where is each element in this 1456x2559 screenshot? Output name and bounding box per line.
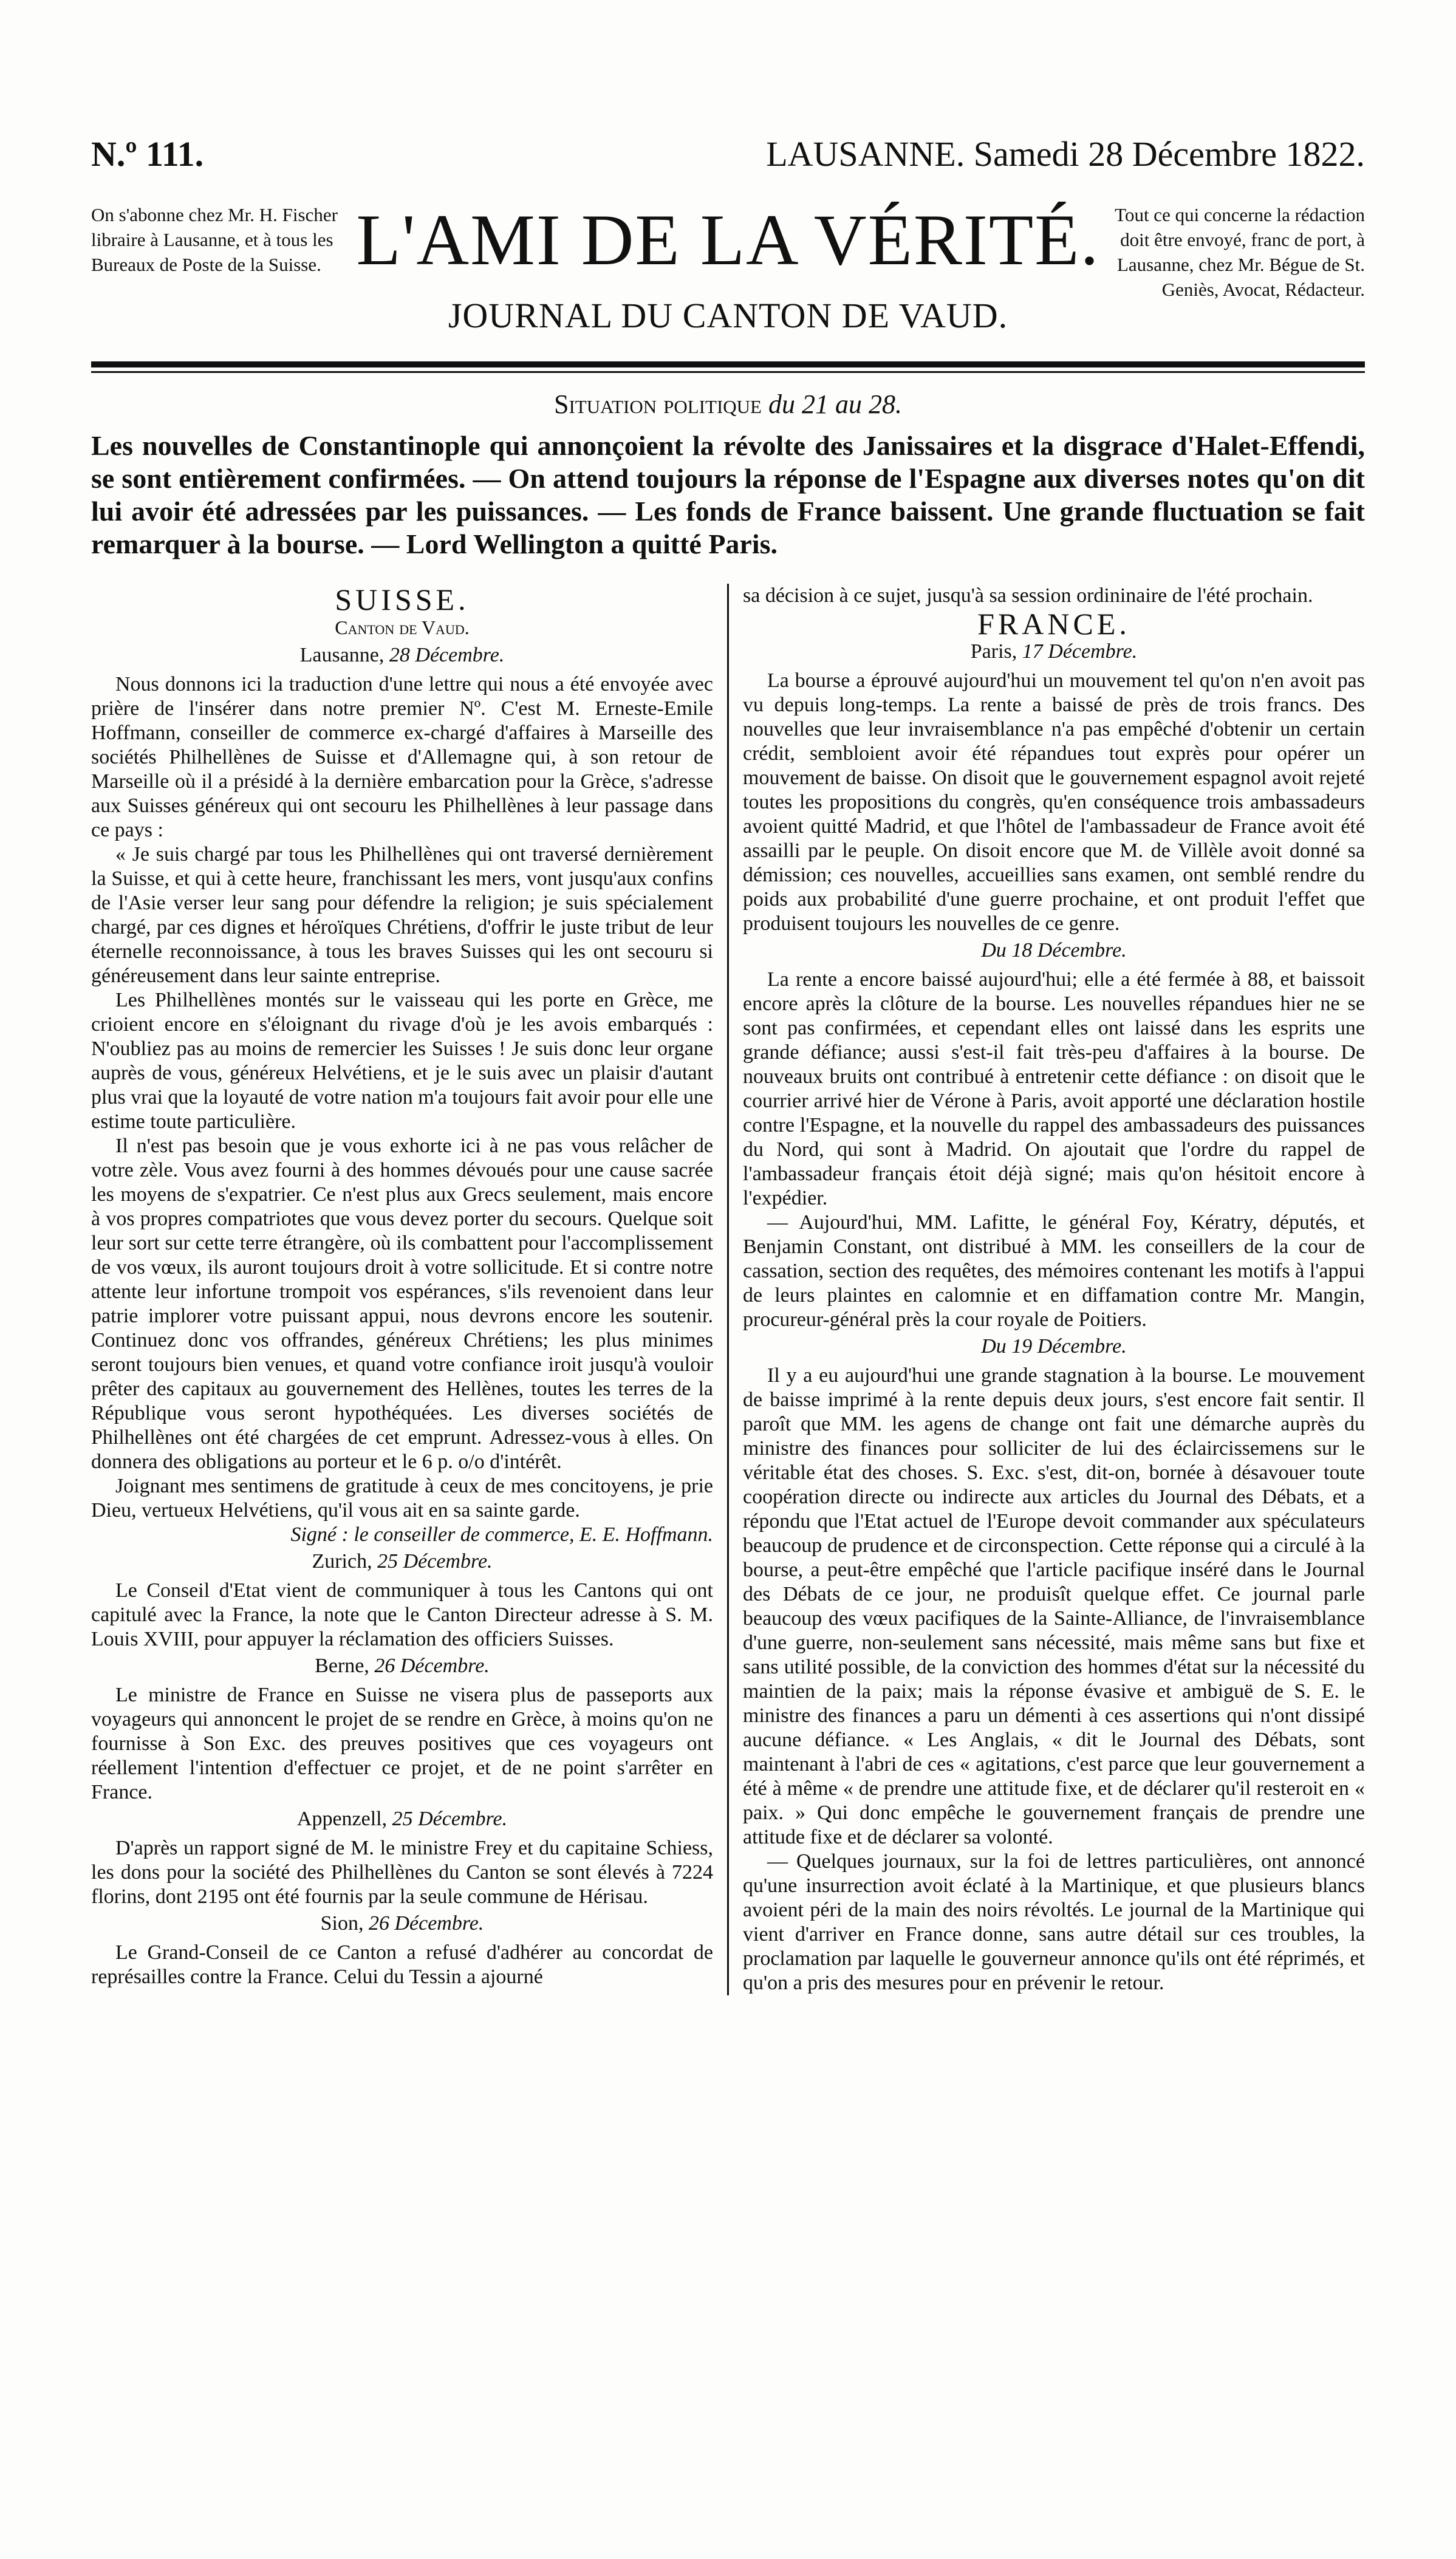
dateline-appenzell [91,1807,713,1831]
dateline-zurich [91,1549,713,1574]
masthead-center [352,199,1104,337]
article-paragraph: — Aujourd'hui, MM. Lafitte, le général Foy, Kératry, députés, et Benjamin Constant, ont distribué à MM. les conseillers de la cour de cassation, section des requêtes, des mémoires contenant les motifs à l'appui de leurs plaintes en calomnie et en diffamation contre Mr. Mangin, procureur-général près la cour royale de Poitiers. [743,1211,1365,1331]
dateline-lausanne [91,643,713,668]
dateline-place: Appenzell, [296,1808,388,1830]
article-paragraph: La bourse a éprouvé aujourd'hui un mouvement tel qu'on n'en avoit pas vu depuis long-temps. La rente a baissé de près de trois francs. Des nouvelles que leur invraisemblance n'a pas empêché d'obtenir un certain crédit, sembloient avoir été répandues tout exprès pour opérer un mouvement de baisse. On disoit que le gouvernement espagnol avoit rejeté toutes les propositions du congrès, qu'en conséquence trois ambassadeurs avoient quitté Madrid, et que l'hôtel de l'ambassadeur de France avoit été assailli par le peuple. On disoit encore que M. de Villèle avoit donné sa démission; ces nouvelles, accueillies sans examen, ont semblé rendre du poids aux probabilité d'une guerre prochaine, et ont produit l'effet que produisent toujours les nouvelles de ce genre. [743,669,1365,935]
article-paragraph: Le Conseil d'Etat vient de communiquer à tous les Cantons qui ont capitulé avec la France, la note que le Canton Directeur adresse à S. M. Louis XVIII, pour appuyer la réclamation des officiers Suisses. [91,1579,713,1650]
dateline-date: 17 Décembre. [1022,640,1138,663]
dateline-date: 26 Décembre. [368,1912,484,1935]
newspaper-subtitle: JOURNAL DU CANTON DE VAUD. [448,296,1008,335]
dateline-place: Berne, [315,1655,369,1677]
dateline-place: Lausanne, [299,644,385,666]
article-paragraph: D'après un rapport signé de M. le ministre Frey et du capitaine Schiess, les dons pour la société des Philhellènes du Canton se sont élevés à 7224 florins, dont 2195 ont été fournis par la seule commune de Hérisau. [91,1837,713,1908]
article-columns [91,584,1365,1995]
dateline-paris [743,640,1365,664]
issue-number: N.º 111. [91,134,204,174]
section-france: FRANCE. [977,607,1130,641]
article-paragraph: Nous donnons ici la traduction d'une lettre qui nous a été envoyée avec prière de l'insérer dans notre premier Nº. C'est M. Erneste-Emile Hoffmann, conseiller de commerce ex-chargé d'affaires à Marseille des sociétés Philhellènes de Suisse et d'Allemagne qui, à son retour de Marseille où il a présidé à la dernière embarcation pour la Grèce, s'adresse aux Suisses généreux qui ont secouru les Philhellènes à leur passage dans ce pays : [91,673,713,841]
situation-dates: du 21 au 28. [768,389,902,419]
political-summary: Les nouvelles de Constantinople qui annonçoient la révolte des Janissaires et la disgrace d'Halet-Effendi, se sont entièrement confirmées. — On attend toujours la réponse de l'Espagne aux diverses notes qu'on dit lui avoir été adressées par les puissances. — Les fonds de France baissent. Une grande fluctuation se fait remarquer à la bourse. — Lord Wellington a quitté Paris. [91,430,1365,559]
header-rule-thick [91,361,1365,367]
dateline-date: Du 18 Décembre. [981,939,1127,962]
article-paragraph: Le Grand-Conseil de ce Canton a refusé d'adhérer au concordat de représailles contre la France. Celui du Tessin a ajourné [91,1941,713,1988]
dateline-sion [91,1912,713,1936]
article-paragraph: « Je suis chargé par tous les Philhellènes qui ont traversé dernièrement la Suisse, et qui à cette heure, franchissant les mers, vont jusqu'aux confins de l'Asie verser leur sang pour défendre la religion; je suis spécialement chargé, par ces dignes et héroïques Chrétiens, d'offrir le juste tribut de leur éternelle reconnoissance, à tous les braves Suisses qui les ont secouru si généreusement dans leur sainte entreprise. [91,843,713,987]
article-paragraph: La rente a encore baissé aujourd'hui; elle a été fermée à 88, et baissoit encore après la clôture de la bourse. Les nouvelles répandues hier ne se sont pas confirmées, et cependant elles ont laissé dans les esprits une grande défiance; aussi s'est-il fait très-peu d'affaires à la bourse. De nouveaux bruits ont contribué à entretenir cette défiance : on disoit que le courrier arrivé hier de Vérone à Paris, avoit apporté une déclaration hostile contre l'Espagne, et la nouvelle du rappel des ambassadeurs des puissances du Nord, qui sont à Madrid. On ajoutait que l'ordre du rappel de l'ambassadeur français étoit déjà signé; mais qu'on hésitoit encore à l'expédier. [743,968,1365,1209]
dateline-place: Paris, [970,640,1017,663]
continued-text: sa décision à ce sujet, jusqu'à sa session ordininaire de l'été prochain. [743,584,1313,607]
article-paragraph: Les Philhellènes montés sur le vaisseau qui les porte en Grèce, me crioient encore en s'éloignant du rivage d'où je les avois embarqués : N'oubliez pas au moins de remercier les Suisses ! Je suis donc leur organe auprès de vous, généreux Helvétiens, et je le suis avec un plaisir d'autant plus vrai que la loyauté de votre nation m'a toujours fait avoir pour elle une estime toute particulière. [91,989,713,1133]
canton-heading: Canton de Vaud. [335,617,470,638]
dateline-19-december [743,1334,1365,1359]
place-date: LAUSANNE. Samedi 28 Décembre 1822. [766,134,1365,174]
article-paragraph: Il y a eu aujourd'hui une grande stagnation à la bourse. Le mouvement de baisse imprimé à la rente depuis deux jours, s'est encore fait sentir. Il paroît que MM. les agens de change ont fait une démarche auprès du ministre des finances pour solliciter de lui des éclaircissemens sur le véritable état des choses. S. Exc. s'est, dit-on, bornée à désavouer toute coopération directe ou indirecte aux articles du Journal des Débats, et a répondu que l'Etat actuel de l'Europe devoit commander aux spéculateurs beaucoup de prudence et de circonspection. Cette réponse qui a circulé à la bourse, a peut-être empêché que l'article pacifique inséré dans le Journal des Débats de ce jour, ne produisît quelque effet. Ce journal parle beaucoup des vœux pacifiques de la Sainte-Alliance, de l'invraisemblance d'une guerre, non-seulement sans nécessité, mais même sans but fixe et sans utilité possible, de la conviction des hommes d'état sur la nécessité du maintien de la paix; mais la réponse évasive et ambiguë de S. E. le ministre des finances a paru un démenti à ces assertions qui n'ont dissipé aucune défiance. « Les Anglais, « dit le Journal des Débats, sont maintenant à l'abri de ces « agitations, c'est parce que leur gouvernement a été à même « de prendre une attitude fixe, et de déclarer qu'il resteroit en « paix. » Qui donc empêche le gouvernement français de prendre une attitude fixe et de déclarer sa volonté. [743,1364,1365,1848]
left-column [91,584,727,1995]
letter-signature: Signé : le conseiller de commerce, E. E. Hoffmann. [290,1523,713,1546]
issue-line [91,134,1365,174]
masthead [91,199,1365,337]
article-paragraph: — Quelques journaux, sur la foi de lettres particulières, ont annoncé qu'une insurrection avoit éclaté à la Martinique, et que plusieurs blancs avoient péri de la main des noirs révoltés. Le journal de la Martinique qui vient d'arriver en France donne, sans autre détail sur ces troubles, la proclamation par laquelle le gouverneur annonce qu'ils ont été réprimés, et qu'on a pris des mesures pour en prévenir le retour. [743,1850,1365,1994]
dateline-18-december [743,938,1365,963]
situation-label: Situation politique [554,389,762,419]
editorial-note: Tout ce qui concerne la rédaction doit être envoyé, franc de port, à Lausanne, chez Mr. Bégue de St. Geniès, Avocat, Rédacteur. [1115,204,1365,300]
article-paragraph: Joignant mes sentimens de gratitude à ceux de mes concitoyens, je prie Dieu, vertueux Helvétiens, qu'il vous ait en sa sainte garde. [91,1475,713,1522]
dateline-berne [91,1654,713,1678]
dateline-date: 25 Décembre. [392,1808,508,1830]
dateline-date: 25 Décembre. [377,1550,493,1573]
dateline-date: 26 Décembre. [374,1655,490,1677]
dateline-place: Zurich, [312,1550,372,1573]
dateline-date: 28 Décembre. [389,644,505,666]
right-column [727,584,1365,1995]
section-suisse: SUISSE. [335,583,470,617]
situation-heading [91,389,1365,420]
header-rule-thin [91,371,1365,373]
article-paragraph: Il n'est pas besoin que je vous exhorte ici à ne pas vous relâcher de votre zèle. Vous avez fourni à des hommes dévoués pour une cause sacrée les moyens de s'expatrier. Ce n'est plus aux Grecs seulement, mais encore à vos propres compatriotes que vous devez porter du secours. Quelque soit leur sort sur cette terre étrangère, où ils combattent pour l'accomplissement de vos vœux, ils auront toujours droit à votre sollicitude. Et si contre notre attente leur infortune trompoit vos espérances, s'ils revenoient dans leur patrie implorer votre puissant appui, nous devrons encore les soutenir. Continuez donc vos offrandes, généreux Chrétiens; les plus minimes seront toujours bien venues, et quand votre confiance iroit jusqu'à vouloir prêter des capitaux au gouvernement des Hellènes, toutes les terres de la République vous seront hypothéquées. Les diverses sociétés de Philhellènes ont été chargées de cet emprunt. Adressez-vous à elles. On donnera des obligations au porteur et le 6 p. o/o d'intérêt. [91,1135,713,1473]
newspaper-title: L'AMI DE LA VÉRITÉ. [356,199,1100,280]
subscription-note: On s'abonne chez Mr. H. Fischer libraire à Lausanne, et à tous les Bureaux de Poste de la Suisse. [91,204,338,275]
dateline-place: Sion, [320,1912,364,1935]
article-paragraph: Le ministre de France en Suisse ne visera plus de passeports aux voyageurs qui annoncent le projet de se rendre en Grèce, à moins qu'on ne fournisse à Son Exc. des preuves positives que ces voyageurs ont réellement l'intention d'effectuer ce projet, et de ne point s'arrêter en France. [91,1684,713,1803]
dateline-date: Du 19 Décembre. [981,1335,1127,1358]
